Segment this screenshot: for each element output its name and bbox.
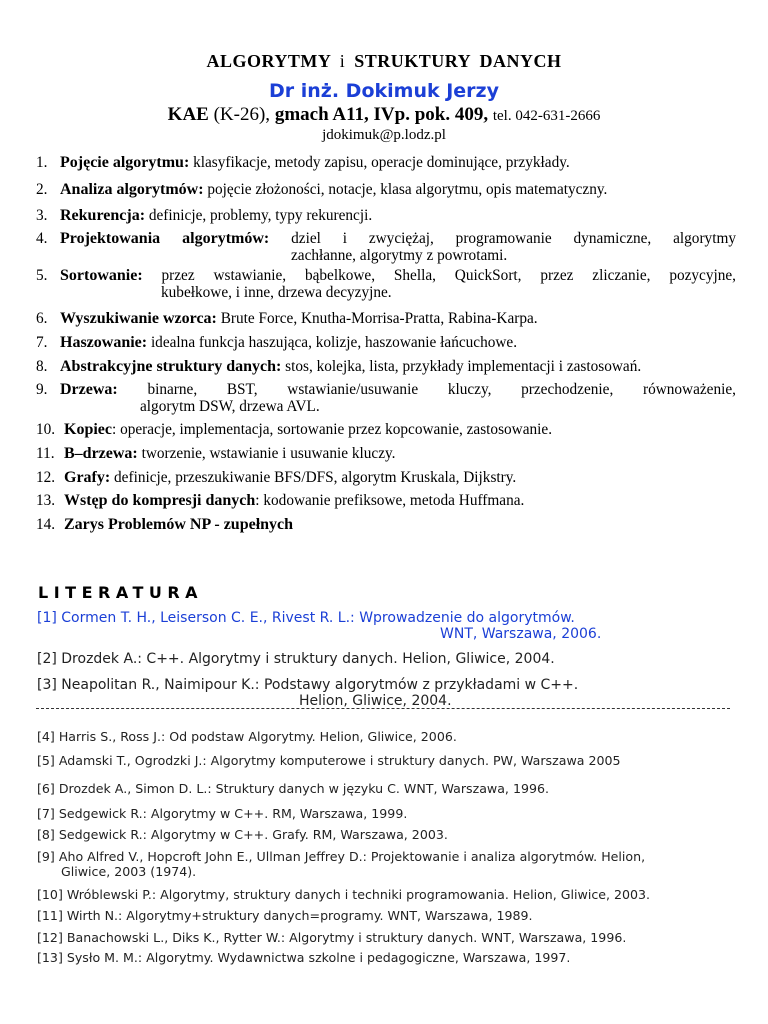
topic-item: [36, 310, 736, 330]
topic-title: Wyszukiwanie wzorca:: [60, 310, 217, 327]
topic-item: [36, 492, 736, 512]
literature-ref: [37, 849, 737, 879]
topic-number: 7.: [36, 334, 48, 351]
topic-item: [36, 207, 736, 227]
ref-line: [11] Wirth N.: Algorytmy+struktury danych=programy. WNT, Warszawa, 1989.: [37, 908, 533, 923]
topic-item: [36, 267, 736, 307]
topic-number: 2.: [36, 181, 48, 198]
topic-desc: idealna funkcja haszująca, kolizje, haszowanie łańcuchowe.: [150, 334, 518, 351]
author-email: jdokimuk@p.lodz.pl: [322, 127, 446, 143]
topic-number: 3.: [36, 207, 48, 224]
ref-line: [10] Wróblewski P.: Algorytmy, struktury danych i techniki programowania. Helion, Gliwice, 2003.: [37, 887, 651, 902]
topic-desc: : kodowanie prefiksowe, metoda Huffmana.: [255, 492, 525, 509]
topic-title: Wstęp do kompresji danych: [64, 492, 256, 509]
topic-desc: dziel i zwyciężaj, programowanie dynamiczne, algorytmy: [291, 230, 736, 247]
ref-line-continued: Gliwice, 2003 (1974).: [61, 864, 197, 879]
section-divider: [36, 708, 730, 709]
topic-number: 8.: [36, 358, 48, 375]
topic-desc: : operacje, implementacja, sortowanie przez kopcowanie, zastosowanie.: [112, 421, 553, 438]
topic-title: Abstrakcyjne struktury danych:: [60, 358, 282, 375]
document-title: [0, 51, 768, 72]
topic-item: [36, 469, 736, 489]
office-phone: tel. 042-631-2666: [492, 108, 601, 124]
topic-title: Rekurencja:: [60, 207, 146, 224]
author-name: Dr inż. Dokimuk Jerzy: [268, 80, 499, 102]
topic-desc: pojęcie złożoności, notacje, klasa algorytmu, opis matematyczny.: [207, 181, 608, 198]
title-part1: ALGORYTMY: [206, 51, 331, 71]
office-kae: KAE: [167, 104, 209, 125]
topic-title: Zarys Problemów NP - zupełnych: [64, 516, 294, 533]
literature-ref-primary: [37, 610, 737, 642]
ref-line-continued: WNT, Warszawa, 2006.: [440, 626, 602, 642]
ref-line: [12] Banachowski L., Diks K., Rytter W.: Algorytmy i struktury danych. WNT, Warszawa, 1996.: [37, 930, 627, 945]
literature-heading: LITERATURA: [38, 583, 204, 602]
ref-line: [8] Sedgewick R.: Algorytmy w C++. Grafy. RM, Warszawa, 2003.: [37, 827, 448, 842]
literature-ref: [37, 806, 737, 821]
topic-number: 14.: [36, 516, 56, 533]
literature-ref: [37, 781, 737, 796]
topic-title: Haszowanie:: [60, 334, 148, 351]
literature-ref: [37, 729, 737, 744]
topic-title: B–drzewa:: [64, 445, 138, 462]
topic-title: Analiza algorytmów:: [60, 181, 204, 198]
ref-line: [13] Sysło M. M.: Algorytmy. Wydawnictwa szkolne i pedagogiczne, Warszawa, 1997.: [37, 950, 571, 965]
literature-ref: [37, 753, 737, 768]
office-room-code: (K-26),: [213, 104, 271, 125]
literature-ref: [37, 908, 737, 923]
topic-desc: definicje, problemy, typy rekurencji.: [148, 207, 373, 224]
topic-number: 13.: [36, 492, 56, 509]
topic-desc-continued: kubełkowe, i inne, drzewa decyzyjne.: [161, 284, 392, 301]
ref-line: [1] Cormen T. H., Leiserson C. E., Rivest R. L.: Wprowadzenie do algorytmów.: [37, 610, 575, 626]
topic-title: Sortowanie:: [60, 267, 143, 284]
topic-number: 11.: [36, 445, 55, 462]
topic-item: [36, 421, 736, 441]
literature-ref: [37, 950, 737, 965]
topic-desc: tworzenie, wstawianie i usuwanie kluczy.: [141, 445, 396, 462]
topic-number: 5.: [36, 267, 48, 284]
topic-item: [36, 154, 736, 174]
literature-ref: [37, 887, 737, 902]
topic-title: Drzewa:: [60, 381, 118, 398]
topic-item: [36, 516, 736, 536]
ref-line: [2] Drozdek A.: C++. Algorytmy i struktury danych. Helion, Gliwice, 2004.: [37, 651, 555, 667]
topic-number: 6.: [36, 310, 48, 327]
ref-line: [3] Neapolitan R., Naimipour K.: Podstawy algorytmów z przykładami w C++.: [37, 677, 579, 693]
ref-line: [4] Harris S., Ross J.: Od podstaw Algorytmy. Helion, Gliwice, 2006.: [37, 729, 457, 744]
topic-desc: przez wstawianie, bąbelkowe, Shella, QuickSort, przez zliczanie, pozycyjne,: [161, 267, 736, 284]
ref-line-continued: Helion, Gliwice, 2004.: [299, 693, 452, 709]
topic-item: [36, 334, 736, 354]
topic-item: [36, 445, 736, 465]
literature-ref: [37, 930, 737, 945]
topic-desc: klasyfikacje, metody zapisu, operacje dominujące, przykłady.: [193, 154, 570, 171]
topic-number: 1.: [36, 154, 48, 171]
ref-line: [9] Aho Alfred V., Hopcroft John E., Ullman Jeffrey D.: Projektowanie i analiza algorytmów. Helion,: [37, 849, 646, 864]
topic-desc-continued: algorytm DSW, drzewa AVL.: [140, 398, 320, 415]
topic-number: 9.: [36, 381, 48, 398]
topic-number: 12.: [36, 469, 56, 486]
topic-desc-continued: zachłanne, algorytmy z powrotami.: [291, 247, 508, 264]
office-info: [0, 104, 768, 126]
topic-desc: definicje, przeszukiwanie BFS/DFS, algorytm Kruskala, Dijkstry.: [114, 469, 517, 486]
topic-desc: stos, kolejka, lista, przykłady implementacji i zastosowań.: [285, 358, 642, 375]
ref-line: [6] Drozdek A., Simon D. L.: Struktury danych w języku C. WNT, Warszawa, 1996.: [37, 781, 549, 796]
topic-number: 4.: [36, 230, 48, 247]
literature-ref-primary: [37, 677, 737, 709]
topic-item: [36, 181, 736, 201]
topic-desc: binarne, BST, wstawianie/usuwanie kluczy, przechodzenie, równoważenie,: [147, 381, 736, 398]
title-conjunction: i: [339, 51, 346, 71]
topic-title: Pojęcie algorytmu:: [60, 154, 190, 171]
topic-desc: Brute Force, Knutha-Morrisa-Pratta, Rabina-Karpa.: [220, 310, 538, 327]
topic-title: Projektowania algorytmów:: [60, 230, 270, 247]
topic-item: [36, 381, 736, 421]
topic-item: [36, 230, 736, 270]
topic-item: [36, 358, 736, 378]
topic-title: Grafy:: [64, 469, 111, 486]
topic-number: 10.: [36, 421, 56, 438]
title-part2: STRUKTURY DANYCH: [354, 51, 562, 71]
ref-line: [7] Sedgewick R.: Algorytmy w C++. RM, Warszawa, 1999.: [37, 806, 408, 821]
ref-line: [5] Adamski T., Ogrodzki J.: Algorytmy komputerowe i struktury danych. PW, Warszawa 2005: [37, 753, 621, 768]
literature-ref-primary: [37, 651, 737, 667]
topic-title: Kopiec: [64, 421, 112, 438]
office-building: gmach A11, IVp. pok. 409,: [274, 104, 489, 125]
literature-ref: [37, 827, 737, 842]
